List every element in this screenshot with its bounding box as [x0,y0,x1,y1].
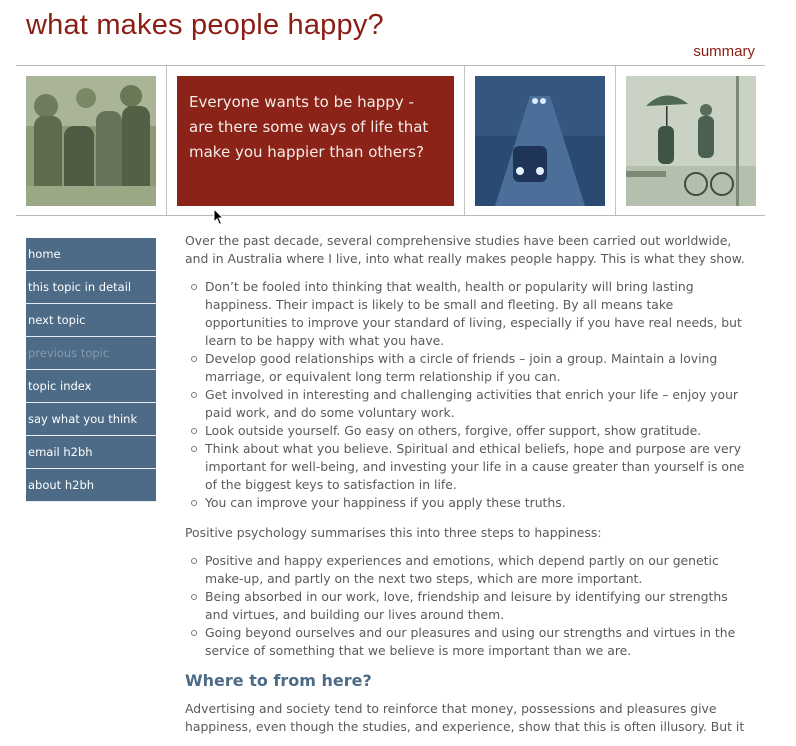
sidebar-nav [26,238,156,502]
positive-psychology-paragraph: Positive psychology summarises this into three steps to happiness: [185,525,602,540]
list-item: Being absorbed in our work, love, friendship and leisure by identifying our strengths and virtues, and building our lives around them. [205,588,747,624]
mouse-cursor-icon [213,208,225,230]
crowd-photo [26,76,156,206]
section-heading: Where to from here? [185,671,372,690]
nav-item-home[interactable]: home [26,238,156,271]
nav-item-previous-topic: previous topic [26,337,156,370]
nav-item-say-what-you-think[interactable]: say what you think [26,403,156,436]
list-item: Look outside yourself. Go easy on others, forgive, offer support, show gratitude. [205,422,747,440]
header-divider [16,65,765,66]
nav-item-topic-index[interactable]: topic index [26,370,156,403]
findings-list [185,278,747,512]
nav-item-next-topic[interactable]: next topic [26,304,156,337]
tagline: Everyone wants to be happy - are there some ways of life that make you happier than others? [189,93,429,161]
list-item: You can improve your happiness if you apply these truths. [205,494,747,512]
list-item: Get involved in interesting and challenging activities that enrich your life – enjoy your paid work, and do some voluntary work. [205,386,747,422]
rain-car-photo [475,76,605,206]
site-title: what makes people happy? [26,9,384,41]
list-item: Going beyond ourselves and our pleasures and using our strengths and virtues in the service of something that we believe is more important than we are. [205,624,747,660]
nav-item-email-h2bh[interactable]: email h2bh [26,436,156,469]
divider [464,66,465,215]
section-paragraph: Advertising and society tend to reinforce that money, possessions and pleasures give happiness, even though the studies, and experience, show that this is often illusory. But it [185,701,745,734]
intro-paragraph: Over the past decade, several comprehensive studies have been carried out worldwide, and in Australia where I live, into what really makes people happy. This is what they show. [185,233,745,266]
main-content [185,232,747,746]
list-item: Don’t be fooled into thinking that wealth, health or popularity will bring lasting happiness. Their impact is likely to be small and fleeting. By all means take opportunities to improve your standard of living, especially if you have real needs, but learn to be happy with what you have. [205,278,747,350]
nav-item-about-h2bh[interactable]: about h2bh [26,469,156,502]
list-item: Develop good relationships with a circle of friends – join a group. Maintain a loving marriage, or equivalent long term relationship if you can. [205,350,747,386]
list-item: Think about what you believe. Spiritual and ethical beliefs, hope and purpose are very important for well-being, and investing your life in a cause greater than yourself is one of the biggest keys to satisfaction in life. [205,440,747,494]
divider [166,66,167,215]
summary-link[interactable]: summary [693,43,755,60]
divider [615,66,616,215]
banner-divider [16,215,765,216]
steps-list [185,552,747,660]
umbrella-cyclists-photo [626,76,756,206]
nav-item-this-topic-in-detail[interactable]: this topic in detail [26,271,156,304]
list-item: Positive and happy experiences and emotions, which depend partly on our genetic make-up, and partly on the next two steps, which are more important. [205,552,747,588]
tagline-box [177,76,454,206]
